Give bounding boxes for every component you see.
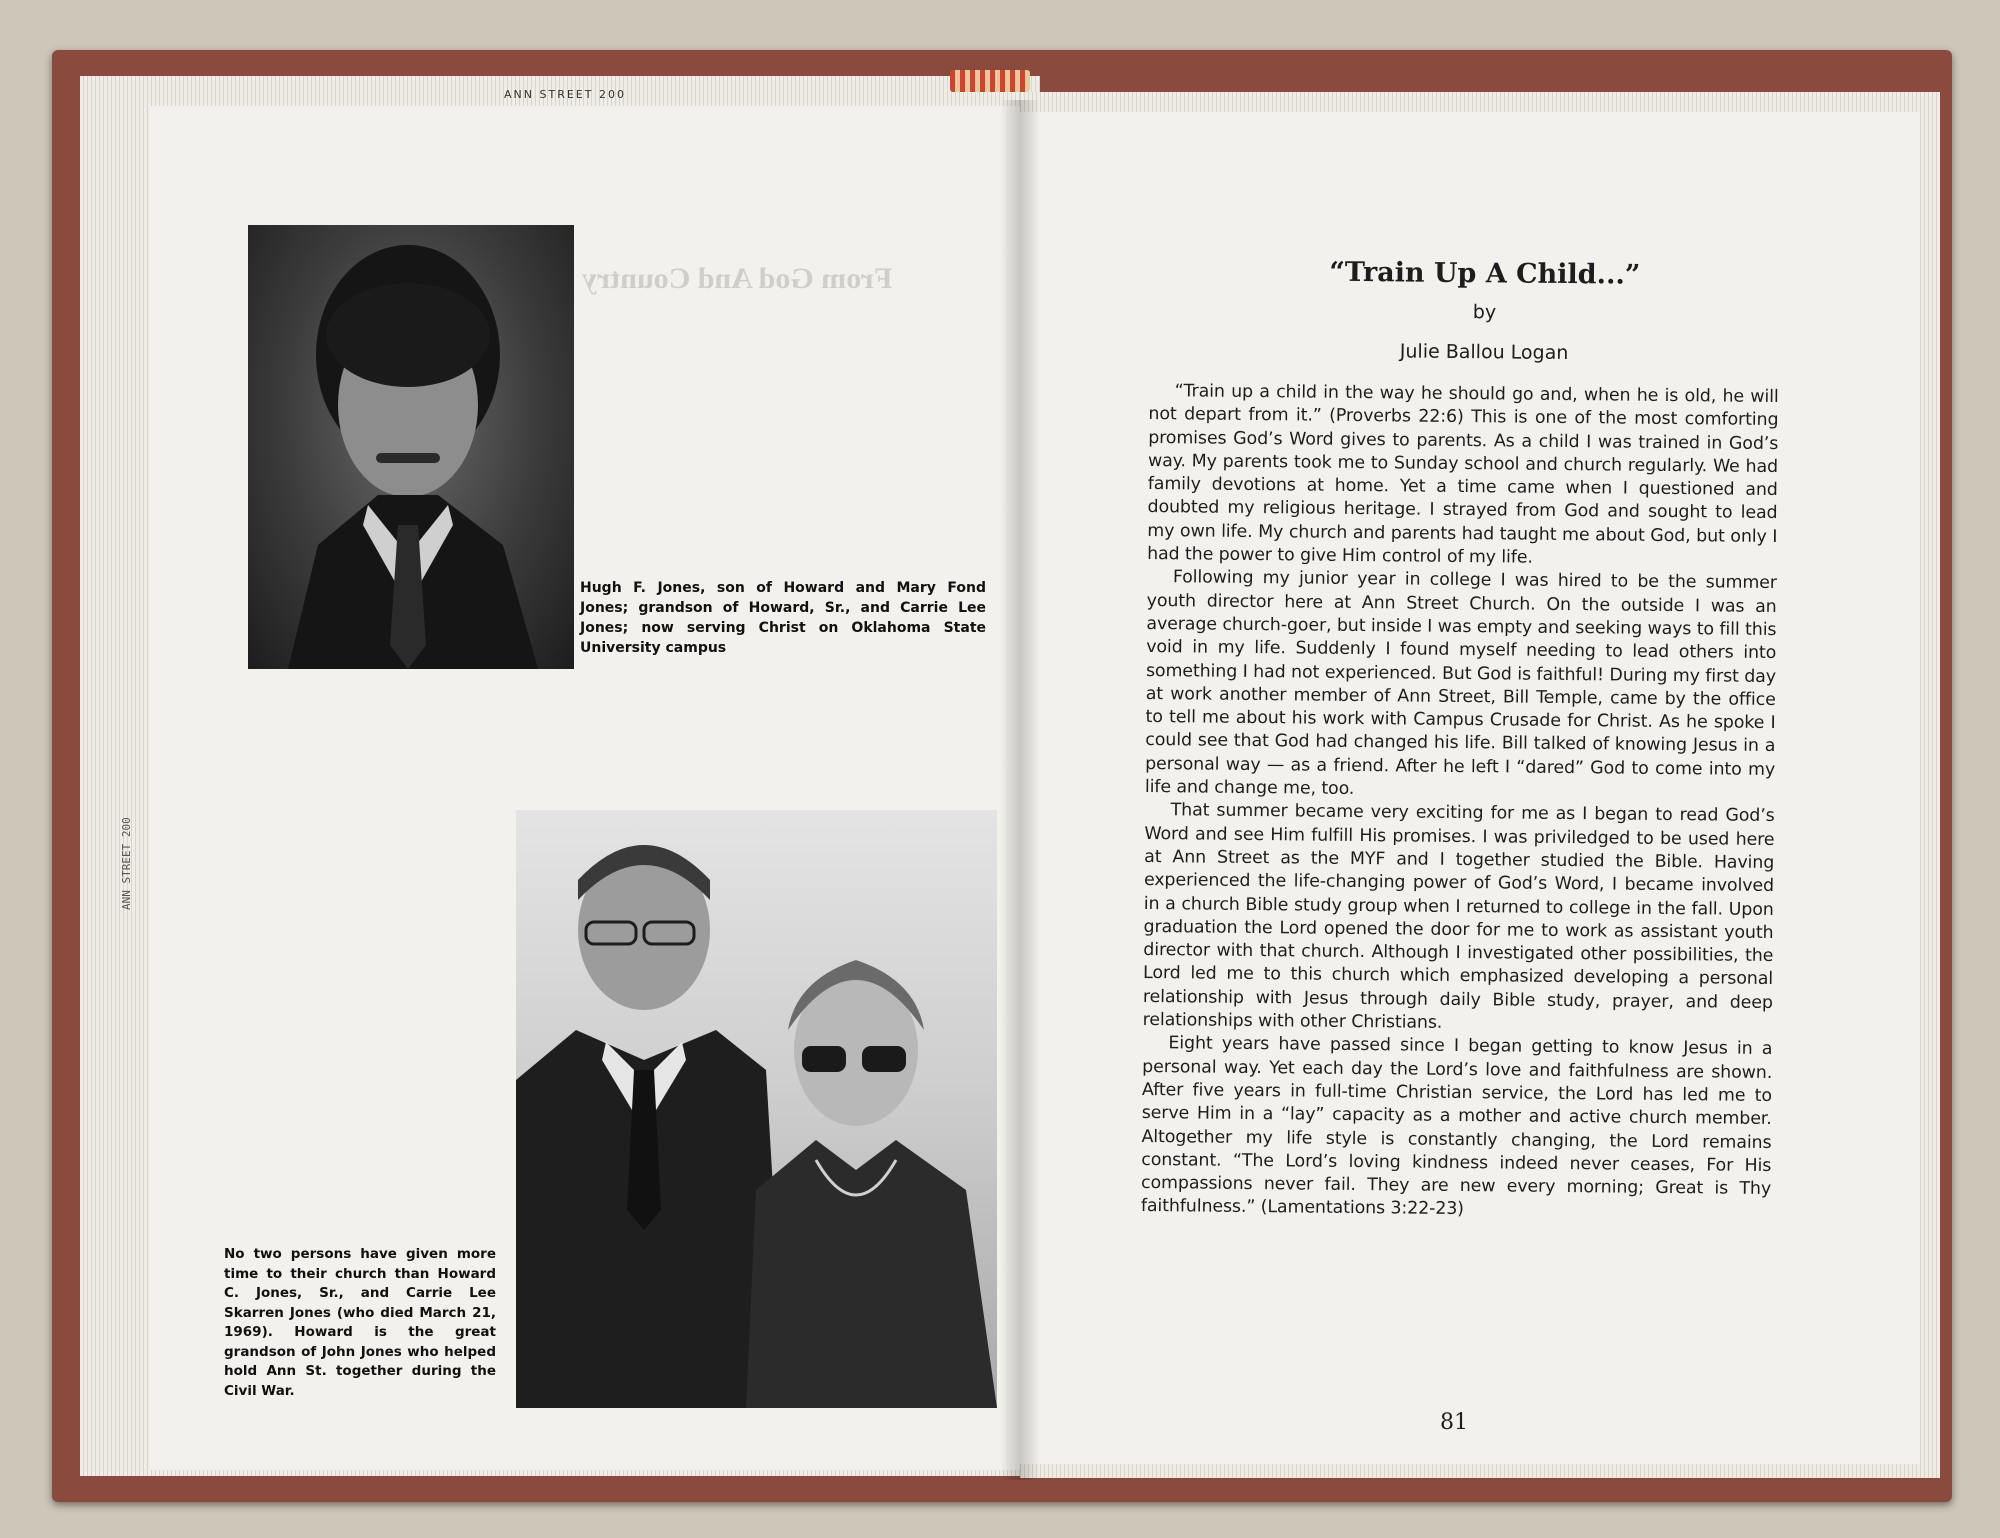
couple-photo (516, 810, 997, 1408)
couple-illustration (516, 810, 997, 1408)
top-photo-caption: Hugh F. Jones, son of Howard and Mary Fond Jones; grandson of Howard, Sr., and Carrie Lee Jones; now serving Christ on Oklahoma State University campus (580, 580, 986, 656)
article-paragraph: That summer became very exciting for me as I began to read God’s Word and see Him fulfill His promises. I was priviledged to be used here at Ann Street as the MYF and I together studied the Bible. Having experienced the life-changing power of God’s Word, I became involved in a church Bible study group when I returned to college in the fall. Upon graduation the Lord opened the door for me to work as assistant youth director with that church. Although I investigated other possibilities, the Lord led me to this church which emphasized developing a personal relationship with Jesus through daily Bible study, prayer, and deep relationships with other Christians. (1142, 800, 1775, 1033)
side-mark: ANN STREET 200 (120, 817, 133, 910)
spine-stamp: ANN STREET 200 (504, 88, 626, 101)
article-paragraph: Eight years have passed since I began getting to know Jesus in a personal way. Yet each day the Lord’s love and faithfulness are shown. After five years in full-time Christian service, the Lord has led me to serve Him in a “lay” capacity as a mother and active church member. Altogether my life style is constantly changing, the Lord remains constant. “The Lord’s loving kindness indeed never ceases, For His compassions never fail. They are new every morning; Great is Thy faithfulness.” (Lamentations 3:22-23) (1140, 1033, 1773, 1220)
article-author: Julie Ballou Logan (1399, 340, 1569, 365)
bottom-photo-caption: No two persons have given more time to their church than Howard C. Jones, Sr., and Carrie Lee Skarren Jones (who died March 21, 1969). Howard is the great grandson of John Jones who helped hold Ann St. together during the Civil War. (224, 1246, 496, 1399)
book-gutter (1000, 100, 1040, 1480)
article-paragraph: Following my junior year in college I was hired to be the summer youth director here at Ann Street Church. On the outside I was an average church-goer, but inside I was empty and seeking ways to fill this void in my life. Suddenly I found myself needing to lead others into something I had not experienced. But God is faithful! During my first day at work another member of Ann Street, Bill Temple, came by the office to tell me about his work with Campus Crusade for Christ. As he spoke I could see that God had changed his life. Bill talked of knowing Jesus in a personal way — as a friend. After he left I “dared” God to come into my life and change me, too. (1144, 567, 1777, 800)
article (1141, 255, 1780, 1225)
article-byline: by (1472, 301, 1497, 324)
portrait-photo (248, 225, 574, 669)
headband (950, 70, 1030, 92)
bleed-through-heading: From God And Country (582, 262, 893, 295)
page-number: 81 (1440, 1410, 1468, 1435)
portrait-illustration (248, 225, 574, 669)
article-title: “Train Up A Child...” (1329, 256, 1641, 291)
article-body (1141, 380, 1779, 1225)
article-paragraph: “Train up a child in the way he should go and, when he is old, he will not depart from it.” (Proverbs 22:6) This is one of the most comforting promises God’s Word gives to parents. As a child I was trained in God’s way. My parents took me to Sunday school and church regularly. We had family devotions at home. Yet a time came when I questioned and doubted my religious heritage. I strayed from God and sought to lead my own life. My church and parents had taught me about God, but only I had the power to give Him control of my life. (1147, 381, 1779, 568)
